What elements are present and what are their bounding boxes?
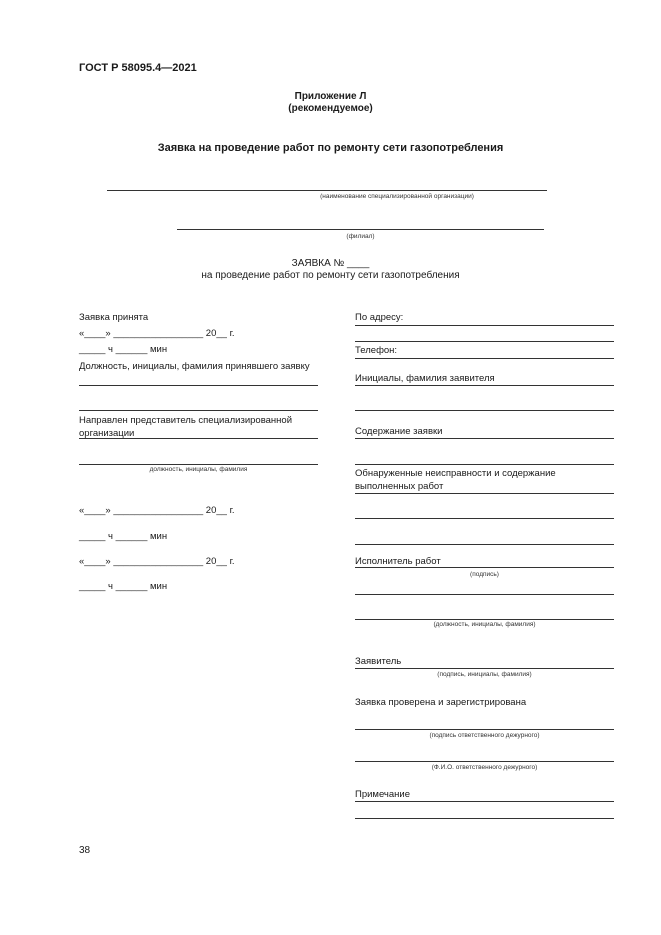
executor-signature-line[interactable] (355, 567, 614, 568)
accepted-label: Заявка принята (79, 312, 149, 323)
applicant-line[interactable] (355, 668, 614, 669)
duty-name-line[interactable] (355, 761, 614, 762)
accepted-date[interactable]: «____» _________________ 20__ г. (79, 328, 235, 339)
content-label: Содержание заявки (355, 426, 443, 437)
phone-line[interactable] (355, 358, 614, 359)
checked-label: Заявка проверена и зарегистрирована (355, 697, 527, 708)
content-line-1[interactable] (355, 438, 614, 439)
applicant-caption: (подпись, инициалы, фамилия) (437, 671, 532, 678)
standard-number: ГОСТ Р 58095.4—2021 (79, 62, 197, 74)
arrival-date[interactable]: «____» _________________ 20__ г. (79, 505, 235, 516)
sent-rep-label: Направлен представитель специализированной организации (79, 415, 293, 439)
position-caption: (должность, инициалы, фамилия) (433, 621, 536, 628)
phone-label: Телефон: (355, 345, 398, 356)
address-label: По адресу: (355, 312, 404, 323)
applicant-label: Заявитель (355, 656, 402, 667)
executor-label: Исполнитель работ (355, 556, 441, 567)
arrival-time[interactable]: _____ ч ______ мин (79, 531, 168, 542)
page-number: 38 (79, 845, 91, 856)
duty-sign-caption: (подпись ответственного дежурного) (429, 732, 540, 739)
note-line-2[interactable] (355, 818, 614, 819)
faults-line-1[interactable] (355, 493, 614, 494)
applicant-name-line-2[interactable] (355, 410, 614, 411)
completion-date[interactable]: «____» _________________ 20__ г. (79, 556, 235, 567)
request-subtitle: на проведение работ по ремонту сети газопотребления (201, 270, 460, 281)
accepted-by-line-1[interactable] (79, 385, 318, 386)
executor-line-2[interactable] (355, 594, 614, 595)
note-line-1[interactable] (355, 801, 614, 802)
content-line-2[interactable] (355, 464, 614, 465)
note-label: Примечание (355, 789, 410, 800)
sent-rep-line-2[interactable] (79, 464, 318, 465)
faults-line-2[interactable] (355, 518, 614, 519)
accepted-by-line-2[interactable] (79, 410, 318, 411)
appendix-type: (рекомендуемое) (288, 103, 373, 114)
executor-line-3[interactable] (355, 619, 614, 620)
accepted-time[interactable]: _____ ч ______ мин (79, 344, 168, 355)
duty-sign-line[interactable] (355, 729, 614, 730)
request-number: ЗАЯВКА № ____ (291, 258, 370, 269)
address-line-2[interactable] (355, 341, 614, 342)
sent-rep-line-1[interactable] (79, 438, 318, 439)
signature-caption: (подпись) (470, 571, 499, 578)
branch-line[interactable] (177, 229, 544, 230)
accepted-by-label: Должность, инициалы, фамилия принявшего заявку (79, 361, 310, 372)
document-title: Заявка на проведение работ по ремонту сети газопотребления (157, 142, 504, 154)
org-name-caption: (наименование специализированной организации) (320, 193, 474, 200)
applicant-name-line-1[interactable] (355, 385, 614, 386)
duty-name-caption: (Ф.И.О. ответственного дежурного) (431, 764, 538, 771)
address-line-1[interactable] (355, 325, 614, 326)
rep-caption: должность, инициалы, фамилия (149, 466, 248, 473)
faults-line-3[interactable] (355, 544, 614, 545)
completion-time[interactable]: _____ ч ______ мин (79, 581, 168, 592)
faults-label: Обнаруженные неисправности и содержание выполненных работ (355, 468, 556, 492)
org-name-line[interactable] (107, 190, 547, 191)
appendix-title: Приложение Л (294, 91, 367, 102)
branch-caption: (филиал) (346, 233, 375, 240)
applicant-name-label: Инициалы, фамилия заявителя (355, 373, 495, 384)
